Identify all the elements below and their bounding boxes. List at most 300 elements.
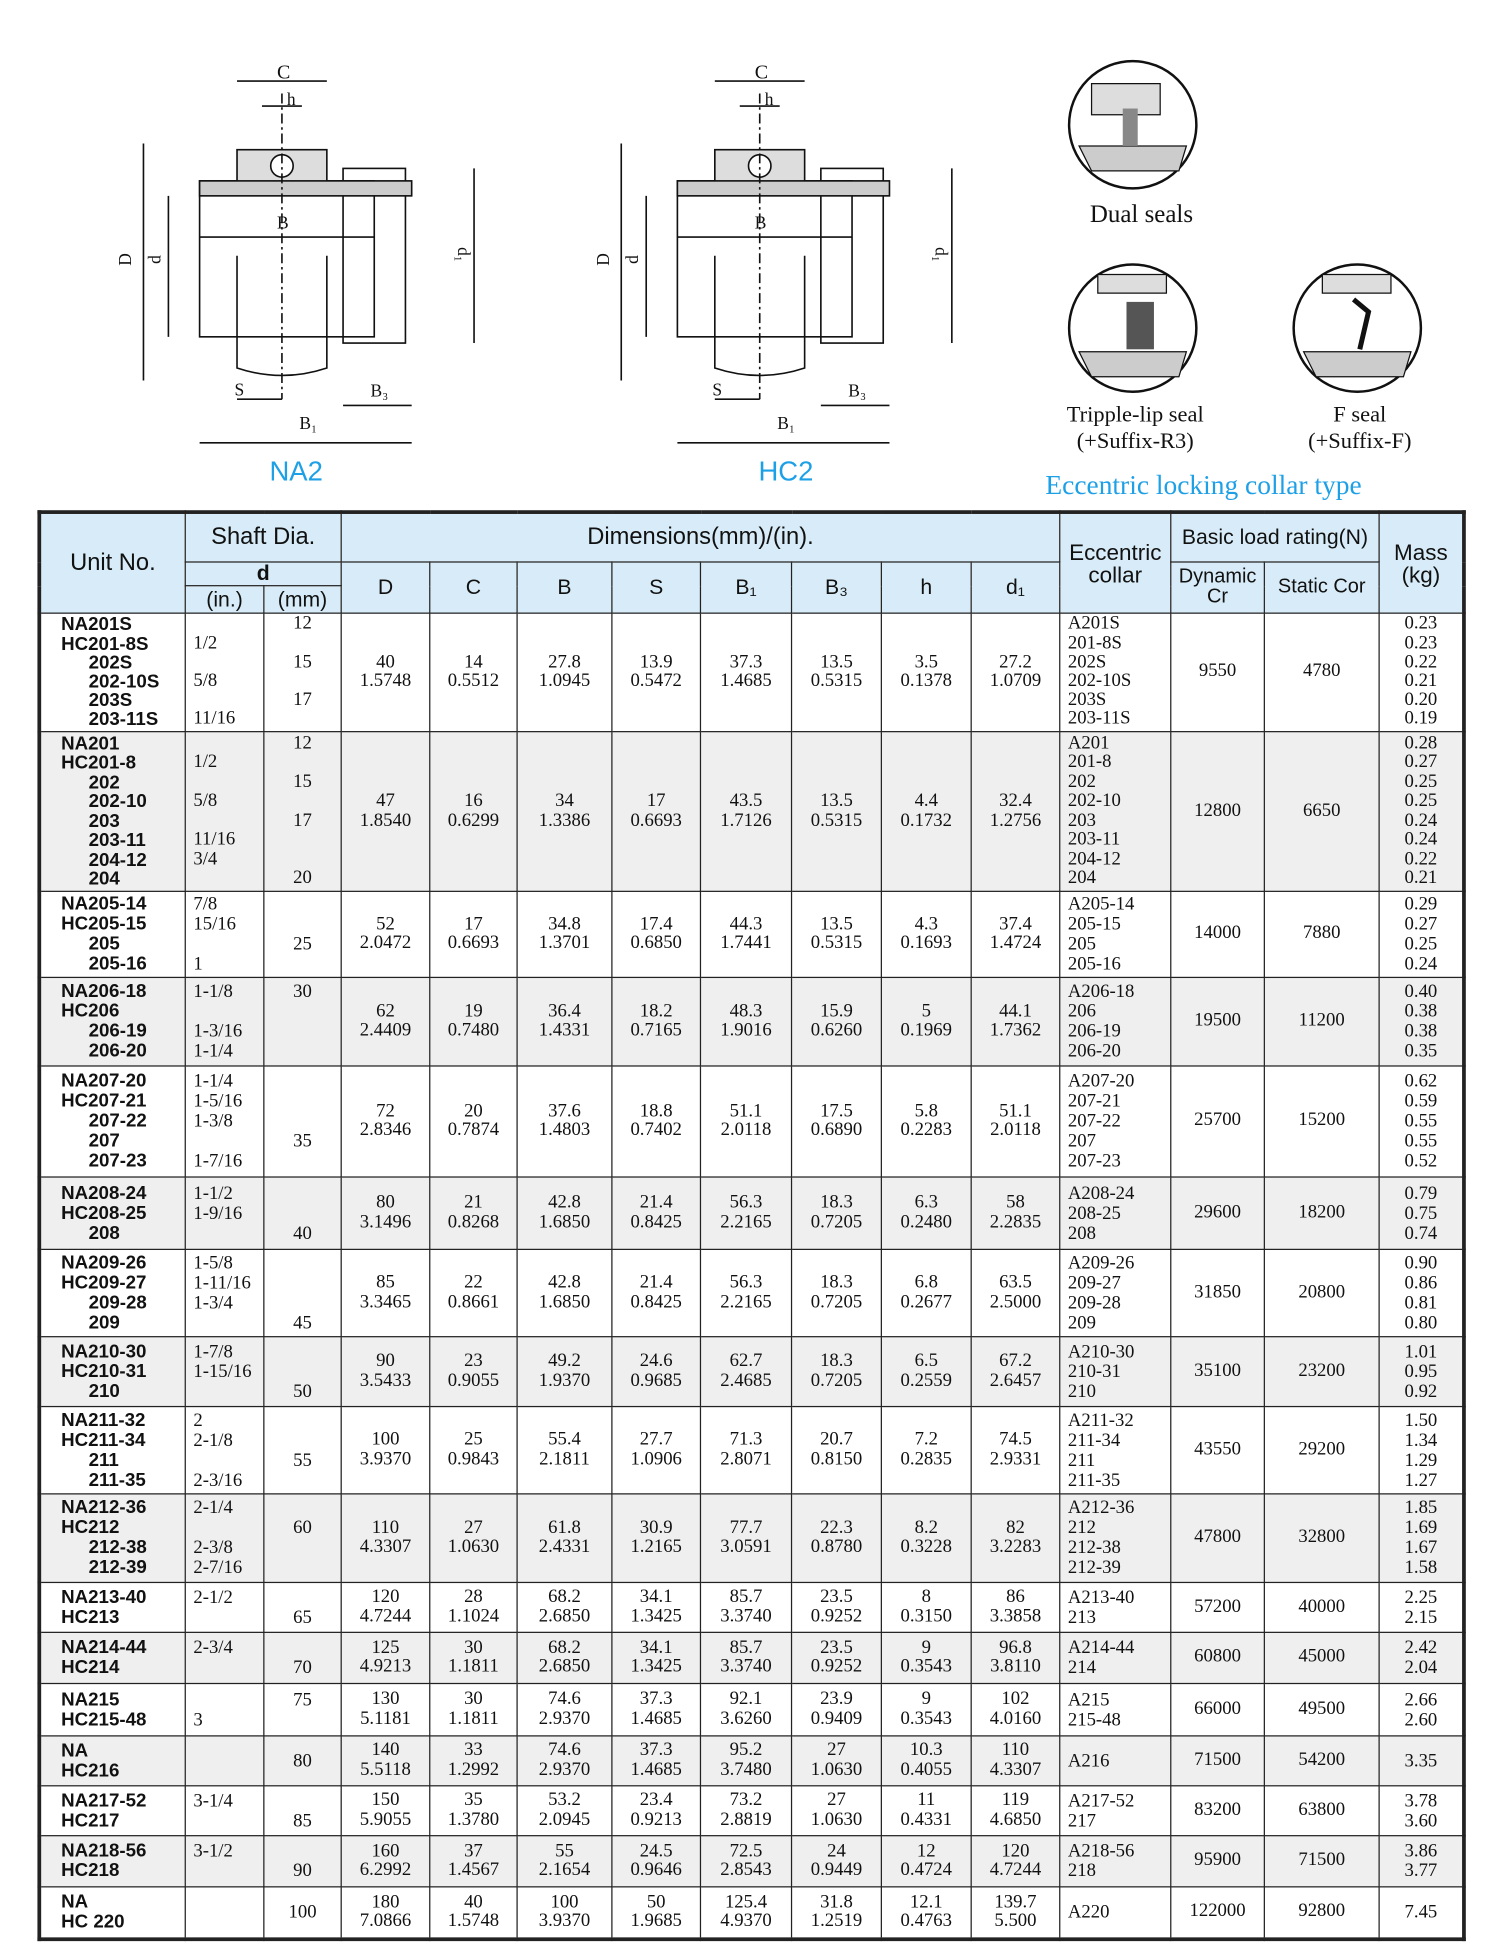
value-mm: 6.3	[914, 1192, 938, 1213]
value-mm: 27	[827, 1740, 846, 1761]
mass	[1379, 1887, 1464, 1939]
value-mm: 44.1	[999, 1001, 1032, 1022]
value-mm: 31.8	[820, 1891, 853, 1912]
dim-label-s: S	[712, 381, 723, 401]
value-inch: 0.9252	[810, 1656, 863, 1677]
value-inch: 2.8819	[720, 1809, 772, 1830]
value-mm: 100	[371, 1429, 400, 1450]
value-mm: 17	[464, 913, 483, 934]
shaft-dia-inch-line	[193, 773, 263, 792]
shaft-dia-mm-line: 17	[293, 690, 312, 711]
value-mm: 17	[646, 790, 666, 811]
eccentric-collar-line: A217-52	[1067, 1790, 1135, 1811]
value-mm: 18.3	[820, 1351, 853, 1372]
header-col-h: h	[881, 562, 971, 613]
static-cor: 7880	[1264, 891, 1379, 977]
dim-b	[517, 1337, 612, 1407]
shaft-dia-inch-line	[193, 934, 263, 954]
value-mm: 56.3	[729, 1272, 763, 1293]
value-inch: 1.6850	[538, 1291, 591, 1312]
dim-h	[881, 891, 971, 977]
shaft-dia-inch-line: 1-1/8	[193, 981, 233, 1002]
dim-b1	[700, 1582, 791, 1632]
value-mm: 90	[376, 1351, 395, 1372]
value-inch: 5.5118	[360, 1759, 411, 1780]
value-inch: 2.9370	[538, 1759, 591, 1780]
eccentric-collar-line: A214-44	[1067, 1637, 1135, 1658]
value-mm: 6.8	[914, 1272, 938, 1293]
dim-b1	[700, 1632, 791, 1683]
unit-no-line: NA212-36	[61, 1496, 147, 1519]
static-cor: 20800	[1264, 1249, 1379, 1336]
value-mm: 74.5	[999, 1429, 1032, 1450]
dim-d-outer	[341, 613, 430, 732]
value-mm: 50	[646, 1891, 666, 1912]
value-inch: 2.2165	[720, 1291, 772, 1312]
shaft-dia-mm-line	[264, 1470, 340, 1490]
shaft-dia-mm-line: 25	[293, 934, 312, 955]
mass-line: 0.62	[1404, 1071, 1438, 1092]
header-col-d1: d₁	[971, 562, 1060, 613]
mass	[1379, 1407, 1464, 1494]
unit-no	[39, 1836, 185, 1887]
table-row	[39, 1887, 1464, 1939]
value-mm: 22.3	[820, 1517, 853, 1538]
mass-line: 0.25	[1404, 934, 1438, 955]
mass-line: 3.78	[1404, 1790, 1438, 1811]
dim-d-outer	[341, 1249, 430, 1336]
value-inch: 0.9252	[810, 1606, 863, 1627]
shaft-dia-inch-line	[193, 653, 263, 672]
value-mm: 27.7	[639, 1429, 673, 1450]
mass	[1379, 891, 1464, 977]
value-inch: 1.9016	[720, 1020, 772, 1041]
value-inch: 2.4685	[720, 1370, 772, 1391]
unit-no-line: NA206-18	[61, 980, 147, 1002]
dynamic-cr: 12800	[1171, 732, 1265, 892]
value-inch: 3.5433	[359, 1370, 412, 1391]
dim-s	[612, 613, 701, 732]
unit-no	[39, 1249, 185, 1336]
mass-line: 0.55	[1404, 1131, 1438, 1152]
value-mm: 17.4	[639, 913, 673, 934]
shaft-dia-inch-line: 2	[193, 1410, 203, 1431]
mass	[1379, 1632, 1464, 1683]
shaft-dia-mm-line	[264, 1410, 340, 1430]
unit-no	[39, 1177, 185, 1249]
header-dimensions: Dimensions(mm)/(in).	[341, 512, 1060, 562]
value-inch: 1.1811	[448, 1656, 499, 1677]
shaft-dia-mm-line	[264, 894, 340, 914]
shaft-dia-inch-line: 1-3/4	[193, 1293, 233, 1313]
shaft-dia-inch-line: 2-7/16	[193, 1558, 243, 1579]
value-inch: 3.6260	[720, 1708, 772, 1729]
mass-line: 3.60	[1404, 1810, 1438, 1831]
dim-label-b3: B₃	[848, 382, 867, 402]
value-mm: 30	[464, 1637, 483, 1658]
mass-line: 1.50	[1404, 1410, 1438, 1431]
dim-d-outer	[341, 1407, 430, 1494]
value-mm: 25	[464, 1429, 483, 1450]
dim-b	[517, 1177, 612, 1249]
value-mm: 53.2	[548, 1790, 581, 1811]
value-mm: 12	[916, 1840, 936, 1861]
value-mm: 37	[464, 1840, 483, 1861]
shaft-dia-mm	[264, 732, 341, 892]
mass-line: 2.66	[1404, 1689, 1438, 1710]
unit-no-line: HC217	[61, 1809, 120, 1831]
shaft-dia-mm-line: 30	[293, 981, 312, 1002]
unit-no-line: NA201S	[61, 614, 132, 636]
shaft-dia-inch	[185, 1494, 264, 1583]
eccentric-collar	[1060, 1582, 1171, 1632]
dim-s	[612, 1407, 701, 1494]
value-inch: 2.2835	[989, 1211, 1042, 1232]
table-row	[39, 732, 1464, 892]
dim-label-b: B	[276, 214, 289, 234]
value-inch: 1.4724	[989, 933, 1042, 954]
unit-no-line: HC206	[61, 1000, 120, 1022]
value-mm: 62.7	[729, 1351, 763, 1372]
value-inch: 0.6260	[810, 1020, 863, 1041]
unit-no-line: HC205-15	[61, 913, 147, 935]
mass-line: 0.35	[1404, 1041, 1438, 1062]
mass-line: 2.60	[1404, 1709, 1438, 1730]
unit-no	[39, 732, 185, 892]
mass-line: 0.24	[1404, 829, 1438, 850]
unit-no-line: 209-28	[88, 1291, 147, 1313]
value-mm: 85	[376, 1272, 395, 1293]
dim-b3	[792, 1407, 882, 1494]
eccentric-collar-line: 207-22	[1067, 1111, 1121, 1132]
eccentric-collar-line: 209	[1067, 1312, 1096, 1333]
unit-no-line: HC213	[61, 1606, 120, 1628]
value-inch: 2.0118	[990, 1120, 1041, 1141]
value-inch: 1.4685	[720, 671, 772, 692]
value-mm: 52	[376, 913, 395, 934]
eccentric-collar-line: 206-19	[1067, 1021, 1121, 1042]
dim-d1	[971, 891, 1060, 977]
unit-no-line: NA201	[61, 732, 120, 755]
shaft-dia-inch	[185, 1632, 264, 1683]
dynamic-cr: 57200	[1171, 1582, 1265, 1632]
mass-line: 3.77	[1404, 1861, 1438, 1882]
dim-d-outer	[341, 1684, 430, 1736]
value-mm: 49.2	[548, 1351, 581, 1372]
dim-d-outer	[341, 1736, 430, 1786]
eccentric-collar-line: A207-20	[1067, 1071, 1135, 1092]
eccentric-collar-line: A210-30	[1067, 1341, 1135, 1362]
value-mm: 56.3	[729, 1192, 763, 1213]
static-cor: 54200	[1264, 1736, 1379, 1786]
header-col-c: C	[430, 562, 517, 613]
dim-b1	[700, 732, 791, 892]
unit-no	[39, 1494, 185, 1583]
header-col-b1: B₁	[700, 562, 791, 613]
value-inch: 0.6693	[630, 810, 682, 831]
value-mm: 37.3	[639, 1740, 673, 1761]
dim-b1	[700, 1494, 791, 1583]
value-mm: 102	[1001, 1689, 1030, 1710]
dim-b3	[792, 1684, 882, 1736]
dim-label-s: S	[234, 381, 245, 401]
mass-line: 0.92	[1404, 1381, 1438, 1402]
shaft-dia-inch-line	[193, 1811, 263, 1831]
eccentric-collar-line: 214	[1067, 1657, 1096, 1678]
value-mm: 27.2	[999, 651, 1032, 672]
unit-no-line: 202-10	[88, 790, 147, 813]
value-inch: 3.3858	[989, 1606, 1042, 1627]
shaft-dia-mm	[264, 1632, 341, 1683]
value-inch: 2.6457	[989, 1370, 1042, 1391]
unit-no	[39, 613, 185, 732]
eccentric-collar	[1060, 1407, 1171, 1494]
static-cor: 71500	[1264, 1836, 1379, 1887]
dual-seals-label: Dual seals	[1089, 200, 1194, 229]
eccentric-collar-line: 212	[1067, 1518, 1096, 1539]
value-inch: 0.1378	[900, 671, 952, 692]
unit-no-line: 203-11S	[88, 709, 159, 731]
shaft-dia-inch-line: 1-1/2	[193, 1183, 233, 1204]
value-inch: 0.7205	[810, 1211, 863, 1232]
dim-b	[517, 977, 612, 1066]
dim-s	[612, 1249, 701, 1336]
shaft-dia-inch-line: 2-1/8	[193, 1430, 233, 1451]
dim-s	[612, 1337, 701, 1407]
value-inch: 2.9370	[538, 1708, 591, 1729]
value-inch: 1.5748	[359, 671, 412, 692]
dynamic-cr: 60800	[1171, 1632, 1265, 1683]
eccentric-collar	[1060, 1337, 1171, 1407]
unit-no	[39, 1337, 185, 1407]
value-inch: 2.0945	[538, 1809, 591, 1830]
shaft-dia-inch	[185, 977, 264, 1066]
value-inch: 1.3425	[630, 1606, 682, 1627]
eccentric-collar	[1060, 1066, 1171, 1177]
shaft-dia-mm-line	[264, 1151, 340, 1171]
value-mm: 77.7	[729, 1517, 763, 1538]
value-inch: 1.5748	[447, 1911, 500, 1932]
mass-line: 0.55	[1404, 1111, 1438, 1132]
dim-b3	[792, 732, 882, 892]
value-mm: 44.3	[729, 913, 763, 934]
dim-h	[881, 613, 971, 732]
dim-d1	[971, 613, 1060, 732]
unit-no-line: NA211-32	[61, 1409, 146, 1431]
shaft-dia-inch-line: 1-11/16	[193, 1273, 251, 1294]
dim-b	[517, 1066, 612, 1177]
triple-lip-seal-label: Tripple-lip seal (+Suffix-R3)	[1066, 401, 1204, 453]
dynamic-cr: 66000	[1171, 1684, 1265, 1736]
dim-d1	[971, 1887, 1060, 1939]
dim-d1	[971, 1407, 1060, 1494]
shaft-dia-inch-line: 7/8	[193, 894, 218, 915]
value-inch: 1.0630	[447, 1536, 500, 1557]
value-inch: 1.2165	[630, 1536, 682, 1557]
eccentric-collar-line: A209-26	[1067, 1253, 1135, 1274]
value-mm: 8	[921, 1586, 931, 1607]
mass-line: 0.28	[1404, 732, 1438, 753]
dim-label-h: h	[764, 91, 774, 110]
value-inch: 1.4331	[538, 1020, 591, 1041]
shaft-dia-inch-line: 15/16	[193, 914, 236, 935]
na2-drawing	[119, 56, 493, 449]
dim-h	[881, 1249, 971, 1336]
shaft-dia-inch-line	[193, 870, 263, 889]
dim-b3	[792, 1494, 882, 1583]
value-inch: 0.2283	[900, 1120, 952, 1141]
value-inch: 3.9370	[538, 1911, 591, 1932]
value-inch: 1.4567	[447, 1860, 500, 1880]
shaft-dia-mm	[264, 1887, 341, 1939]
shaft-dia-mm-line	[264, 850, 340, 869]
value-mm: 18.3	[820, 1192, 853, 1213]
shaft-dia-inch	[185, 1736, 264, 1786]
unit-no-line: 202-10S	[88, 671, 160, 693]
unit-no-line: HC209-27	[61, 1271, 147, 1294]
value-mm: 10.3	[909, 1740, 943, 1761]
value-mm: 62	[376, 1001, 395, 1022]
eccentric-collar-line: A206-18	[1067, 981, 1135, 1002]
value-inch: 0.7165	[630, 1020, 682, 1041]
value-mm: 28	[464, 1586, 483, 1607]
eccentric-collar-line: 205-16	[1067, 954, 1121, 975]
value-inch: 1.7362	[989, 1020, 1042, 1041]
value-inch: 0.8268	[447, 1211, 500, 1232]
table-row	[39, 1177, 1464, 1249]
value-inch: 0.5512	[447, 671, 500, 692]
value-mm: 9	[921, 1637, 931, 1658]
mass-line: 0.52	[1404, 1151, 1438, 1172]
dim-b1	[700, 1407, 791, 1494]
mass-line: 0.22	[1404, 652, 1438, 673]
dim-c	[430, 1177, 517, 1249]
dim-s	[612, 891, 701, 977]
shaft-dia-inch-line: 1-3/16	[193, 1021, 243, 1042]
unit-no-line: NA	[61, 1739, 89, 1761]
unit-no	[39, 1887, 185, 1939]
shaft-dia-mm-line: 35	[293, 1131, 312, 1152]
shaft-dia-inch-line: 11/16	[193, 829, 236, 850]
mass-line: 1.29	[1404, 1450, 1438, 1471]
shaft-dia-mm-line	[264, 1362, 340, 1382]
eccentric-collar-line: A208-24	[1067, 1183, 1135, 1204]
shaft-dia-mm	[264, 613, 341, 732]
dim-d-outer	[341, 891, 430, 977]
mass-line: 1.85	[1404, 1498, 1438, 1519]
value-mm: 86	[1006, 1586, 1025, 1607]
eccentric-collar-line: 209-27	[1067, 1273, 1121, 1294]
value-inch: 0.6890	[810, 1120, 863, 1141]
eccentric-collar-line: A212-36	[1067, 1498, 1135, 1519]
shaft-dia-mm	[264, 1836, 341, 1887]
value-inch: 1.1811	[448, 1708, 499, 1729]
value-inch: 1.2992	[447, 1759, 500, 1780]
hc2-caption: HC2	[758, 455, 814, 487]
value-inch: 1.3386	[538, 810, 591, 831]
header-static-cor: Static Cor	[1264, 562, 1379, 613]
mass-line: 1.01	[1404, 1341, 1438, 1362]
unit-no-line: 206-19	[88, 1020, 147, 1042]
shaft-dia-mm-line	[264, 1092, 340, 1112]
value-mm: 55	[555, 1840, 574, 1861]
dim-label-c: C	[276, 62, 291, 84]
shaft-dia-mm-line	[264, 1710, 340, 1730]
header-col-d: D	[341, 562, 430, 613]
eccentric-collar	[1060, 1887, 1171, 1939]
value-inch: 0.9646	[630, 1860, 682, 1880]
mass-line: 2.15	[1404, 1607, 1438, 1628]
eccentric-collar-line: 203	[1067, 810, 1096, 831]
dim-label-d-bore: d	[146, 255, 166, 264]
shaft-dia-inch-line: 1	[193, 954, 203, 975]
table-row	[39, 1786, 1464, 1836]
value-mm: 85.7	[729, 1586, 763, 1607]
value-inch: 2.0472	[359, 933, 412, 954]
shaft-dia-inch-line	[193, 1690, 263, 1710]
shaft-dia-inch-line: 1-5/8	[193, 1253, 233, 1274]
value-inch: 0.4331	[900, 1809, 952, 1830]
f-seal-drawing	[1291, 262, 1426, 397]
unit-no-line: NA213-40	[61, 1586, 147, 1608]
value-inch: 2.0118	[720, 1120, 772, 1141]
dim-c	[430, 1684, 517, 1736]
unit-no-line: HC201-8	[61, 752, 137, 774]
eccentric-collar	[1060, 1736, 1171, 1786]
unit-no-line: 208	[88, 1221, 120, 1244]
shaft-dia-mm	[264, 1407, 341, 1494]
dim-label-b1: B₁	[777, 415, 795, 435]
value-inch: 0.7402	[630, 1120, 682, 1141]
value-inch: 2.6850	[538, 1606, 591, 1627]
unit-no	[39, 1066, 185, 1177]
shaft-dia-inch-line	[193, 1892, 263, 1912]
value-mm: 37.6	[548, 1100, 581, 1121]
shaft-dia-mm-line	[264, 672, 340, 691]
shaft-dia-mm	[264, 1736, 341, 1786]
mass-line: 1.27	[1404, 1470, 1438, 1491]
unit-no-line: HC208-25	[61, 1201, 147, 1224]
shaft-dia-mm-line	[264, 1587, 340, 1607]
dim-d1	[971, 977, 1060, 1066]
shaft-dia-inch	[185, 1786, 264, 1836]
mass-line: 0.24	[1404, 810, 1438, 831]
triple-lip-seal-drawing	[1067, 262, 1202, 397]
shaft-dia-inch	[185, 1066, 264, 1177]
shaft-dia-mm-line	[264, 914, 340, 934]
dim-b	[517, 1836, 612, 1887]
mass-line: 0.74	[1404, 1223, 1438, 1244]
dim-s	[612, 1684, 701, 1736]
shaft-dia-mm-line	[264, 1498, 340, 1518]
dim-b1	[700, 1684, 791, 1736]
dim-h	[881, 1337, 971, 1407]
value-mm: 23	[464, 1351, 483, 1372]
header-basic-load-rating: Basic load rating(N)	[1171, 512, 1379, 562]
value-mm: 73.2	[729, 1790, 763, 1811]
dim-b1	[700, 891, 791, 977]
shaft-dia-inch-line: 1-9/16	[193, 1203, 243, 1224]
dim-b3	[792, 1177, 882, 1249]
eccentric-collar	[1060, 1249, 1171, 1336]
shaft-dia-inch-line	[193, 1382, 263, 1402]
na2-caption: NA2	[269, 455, 323, 487]
shaft-dia-mm-line	[264, 1342, 340, 1362]
value-mm: 27.8	[548, 651, 581, 672]
value-inch: 2.4331	[538, 1536, 591, 1557]
dim-s	[612, 1177, 701, 1249]
table-row	[39, 1066, 1464, 1177]
